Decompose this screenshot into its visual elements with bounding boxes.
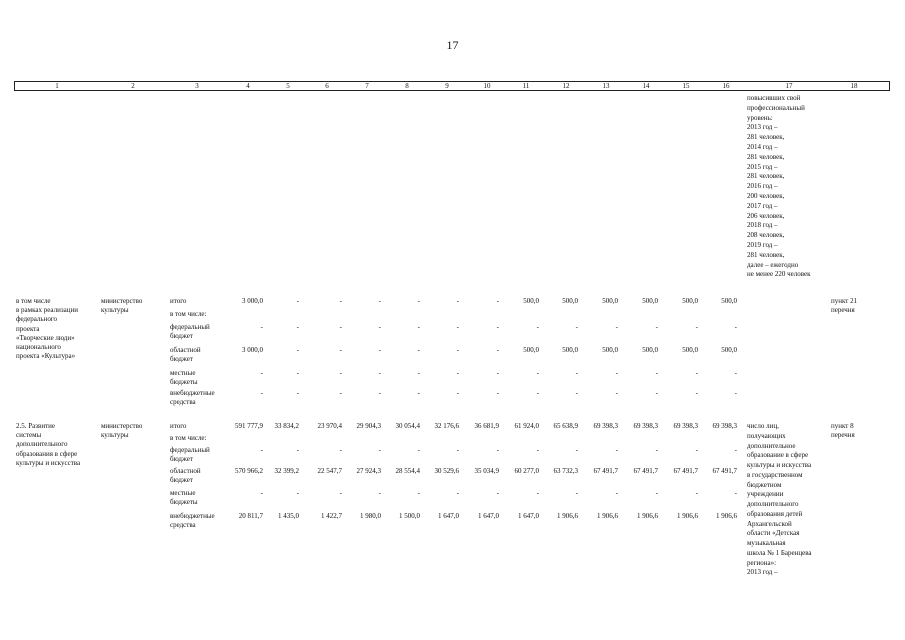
table-cell: 1 435,0 — [278, 512, 299, 520]
header-col-1: 1 — [55, 82, 59, 90]
table-cell: - — [734, 489, 737, 497]
table-cell: - — [378, 346, 381, 354]
table-cell: - — [417, 369, 420, 377]
table-cell: 67 491,7 — [633, 467, 658, 475]
table-cell: 69 398,3 — [712, 422, 737, 430]
indicator-line: учреждении — [747, 490, 784, 499]
indicator-line: 2018 год – — [747, 221, 778, 230]
table-cell: - — [734, 369, 737, 377]
header-col-5: 5 — [286, 82, 290, 90]
reference-line: перечня — [831, 431, 855, 440]
program-name-line: в рамках реализации — [16, 306, 78, 315]
table-cell: - — [417, 346, 420, 354]
indicator-line: 206 человек, — [747, 211, 785, 220]
funding-source-label: в том числе: — [170, 310, 207, 318]
table-cell: - — [456, 446, 459, 454]
table-cell: - — [456, 297, 459, 305]
program-name-line: культуры и искусства — [16, 458, 81, 467]
table-cell: - — [496, 489, 499, 497]
funding-source-label: областной — [170, 346, 201, 354]
table-cell: - — [496, 297, 499, 305]
table-cell: - — [695, 389, 698, 397]
header-col-11: 11 — [522, 82, 530, 90]
table-cell: 1 906,6 — [597, 512, 618, 520]
table-cell: - — [378, 446, 381, 454]
table-cell: 69 398,3 — [673, 422, 698, 430]
header-col-13: 13 — [602, 82, 610, 90]
indicator-line: бюджетном — [747, 480, 782, 489]
funding-source-label: внебюджетные — [170, 389, 215, 397]
indicator-line: далее – ежегодно — [747, 260, 799, 269]
header-col-4: 4 — [246, 82, 250, 90]
funding-source-label: бюджет — [170, 476, 193, 484]
table-cell: - — [378, 297, 381, 305]
table-cell: 67 491,7 — [712, 467, 737, 475]
funding-source-label: внебюджетные — [170, 512, 215, 520]
indicator-line: 281 человек, — [747, 133, 785, 142]
funding-source-label: областной — [170, 467, 201, 475]
table-cell: 500,0 — [562, 346, 578, 354]
header-col-17: 17 — [785, 82, 793, 90]
table-cell: - — [695, 489, 698, 497]
table-cell: 29 904,3 — [356, 422, 381, 430]
table-cell: - — [260, 489, 263, 497]
table-cell: - — [260, 323, 263, 331]
table-cell: 61 924,0 — [514, 422, 539, 430]
table-cell: 570 966,2 — [235, 467, 263, 475]
header-col-6: 6 — [325, 82, 329, 90]
funding-source-label: в том числе: — [170, 434, 207, 442]
program-name-line: проекта «Культура» — [16, 352, 76, 361]
table-cell: 22 547,7 — [317, 467, 342, 475]
table-cell: 1 422,7 — [321, 512, 342, 520]
indicator-line: 281 человек, — [747, 172, 785, 181]
table-cell: - — [615, 369, 618, 377]
reference-line: пункт 8 — [831, 422, 854, 430]
funding-source-label: бюджеты — [170, 498, 198, 506]
table-header-row — [14, 81, 890, 91]
reference-line: перечня — [831, 306, 855, 315]
table-cell: 67 491,7 — [593, 467, 618, 475]
header-col-2: 2 — [131, 82, 135, 90]
table-cell: 23 970,4 — [317, 422, 342, 430]
indicator-line: образования детей — [747, 509, 803, 518]
table-cell: - — [496, 369, 499, 377]
funding-source-label: федеральный — [170, 323, 210, 331]
indicator-line: получающих — [747, 431, 786, 440]
table-cell: - — [496, 346, 499, 354]
indicator-line: 281 человек, — [747, 250, 785, 259]
table-cell: 35 034,9 — [474, 467, 499, 475]
funding-source-label: итого — [170, 297, 187, 305]
table-cell: - — [417, 323, 420, 331]
table-cell: - — [456, 323, 459, 331]
table-cell: - — [655, 369, 658, 377]
table-cell: - — [296, 297, 299, 305]
table-cell: 30 529,6 — [434, 467, 459, 475]
program-name-line: проекта — [16, 324, 40, 333]
indicator-line: в государственном — [747, 470, 803, 479]
indicator-line: 2016 год – — [747, 182, 778, 191]
program-name-line: «Творческие люди» — [16, 333, 75, 342]
table-cell: 591 777,9 — [235, 422, 263, 430]
funding-source-label: федеральный — [170, 446, 210, 454]
indicator-line: уровень: — [747, 113, 773, 122]
table-cell: 67 491,7 — [673, 467, 698, 475]
indicator-line: региона»: — [747, 558, 777, 567]
indicator-line: 200 человек, — [747, 192, 785, 200]
table-cell: 63 732,3 — [553, 467, 578, 475]
funding-source-label: средства — [170, 521, 196, 529]
table-cell: 500,0 — [562, 297, 578, 305]
indicator-line: Архангельской — [747, 519, 792, 528]
table-cell: - — [339, 369, 342, 377]
table-cell: 20 811,7 — [238, 512, 263, 520]
table-cell: 1 647,0 — [438, 512, 459, 520]
table-cell: 500,0 — [602, 297, 618, 305]
program-name-line: федерального — [16, 315, 58, 324]
header-col-16: 16 — [722, 82, 730, 90]
executor-line: министерство — [101, 422, 143, 430]
indicator-line: образование в сфере — [747, 451, 809, 460]
table-cell: 500,0 — [642, 297, 658, 305]
funding-source-label: средства — [170, 398, 196, 406]
indicator-line: 2019 год – — [747, 241, 778, 249]
table-cell: 1 906,6 — [637, 512, 658, 520]
funding-source-label: бюджет — [170, 355, 193, 363]
table-cell: 28 554,4 — [395, 467, 420, 475]
table-cell: - — [296, 489, 299, 497]
table-cell: 60 277,0 — [514, 467, 539, 475]
indicator-line: дополнительное — [747, 441, 796, 450]
funding-source-label: бюджеты — [170, 378, 198, 386]
indicator-line: не менее 220 человек — [747, 270, 811, 279]
indicator-line: 2013 год – — [747, 123, 778, 132]
program-name-line: в том числе — [16, 297, 51, 305]
indicator-line: 2015 год – — [747, 162, 778, 171]
indicator-line: 2013 год – — [747, 568, 778, 577]
table-cell: - — [296, 389, 299, 397]
executor-line: культуры — [101, 306, 129, 315]
table-cell: - — [417, 389, 420, 397]
table-cell: - — [260, 446, 263, 454]
indicator-line: профессиональный — [747, 103, 805, 112]
table-cell: - — [378, 323, 381, 331]
table-cell: - — [496, 323, 499, 331]
table-cell: - — [339, 389, 342, 397]
funding-source-label: итого — [170, 422, 187, 430]
table-cell: - — [655, 489, 658, 497]
table-cell: - — [734, 389, 737, 397]
header-col-18: 18 — [850, 82, 858, 90]
table-cell: - — [296, 369, 299, 377]
table-cell: - — [536, 446, 539, 454]
table-cell: 69 398,3 — [593, 422, 618, 430]
page-number: 17 — [446, 38, 459, 52]
table-cell: 1 906,6 — [716, 512, 737, 520]
table-cell: 500,0 — [642, 346, 658, 354]
table-cell: - — [456, 369, 459, 377]
table-cell: - — [655, 389, 658, 397]
header-col-15: 15 — [682, 82, 690, 90]
table-cell: 32 399,2 — [274, 467, 299, 475]
indicator-line: 2014 год – — [747, 143, 778, 151]
table-cell: - — [296, 323, 299, 331]
table-cell: - — [378, 389, 381, 397]
table-cell: - — [615, 389, 618, 397]
program-name-line: национального — [16, 343, 61, 351]
indicator-line: школа № 1 Баренцева — [747, 548, 812, 557]
table-cell: - — [339, 489, 342, 497]
table-cell: - — [655, 323, 658, 331]
program-name-line: дополнительного — [16, 440, 68, 449]
funding-source-label: местные — [170, 489, 196, 497]
header-col-14: 14 — [642, 82, 650, 90]
table-cell: 1 906,6 — [677, 512, 698, 520]
table-cell: - — [536, 323, 539, 331]
header-col-9: 9 — [445, 82, 449, 90]
indicator-line: повысивших свой — [747, 94, 801, 102]
table-cell: - — [615, 446, 618, 454]
table-cell: 30 054,4 — [395, 422, 420, 430]
program-name-line: 2.5. Развитие — [16, 422, 55, 430]
table-cell: 500,0 — [682, 346, 698, 354]
header-col-8: 8 — [405, 82, 409, 90]
indicator-line: дополнительного — [747, 500, 799, 508]
table-cell: 1 647,0 — [478, 512, 499, 520]
table-cell: 65 638,9 — [553, 422, 578, 430]
indicator-line: музыкальная — [747, 539, 786, 547]
table-cell: - — [417, 446, 420, 454]
table-cell: - — [339, 446, 342, 454]
executor-line: министерство — [101, 297, 143, 305]
table-cell: - — [575, 446, 578, 454]
table-cell: - — [417, 489, 420, 497]
table-cell: 27 924,3 — [356, 467, 381, 475]
table-cell: 33 834,2 — [274, 422, 299, 430]
indicator-line: 2017 год – — [747, 201, 778, 210]
table-cell: 1 500,0 — [399, 512, 420, 520]
table-cell: 1 647,0 — [518, 512, 539, 520]
table-cell: - — [536, 389, 539, 397]
table-cell: 1 980,0 — [360, 512, 381, 520]
indicator-line: культуры и искусства — [747, 461, 812, 469]
table-cell: - — [417, 297, 420, 305]
table-cell: 500,0 — [523, 346, 539, 354]
header-col-3: 3 — [195, 82, 199, 90]
table-cell: - — [378, 369, 381, 377]
indicator-line: 281 человек, — [747, 152, 785, 161]
program-name-line: системы — [16, 431, 42, 440]
table-cell: - — [695, 369, 698, 377]
table-cell: - — [575, 369, 578, 377]
program-name-line: образования в сфере — [16, 449, 78, 458]
table-cell: - — [615, 489, 618, 497]
table-cell: - — [339, 346, 342, 354]
header-col-10: 10 — [483, 82, 491, 90]
indicator-line: 208 человек, — [747, 231, 785, 240]
table-cell: - — [456, 489, 459, 497]
table-cell: - — [615, 323, 618, 331]
table-cell: 500,0 — [682, 297, 698, 305]
table-cell: 500,0 — [721, 297, 737, 305]
indicator-line: области «Детская — [747, 529, 800, 538]
table-cell: 3 000,0 — [242, 346, 263, 354]
table-cell: - — [456, 389, 459, 397]
reference-line: пункт 21 — [831, 297, 858, 305]
funding-source-label: местные — [170, 369, 196, 377]
executor-line: культуры — [101, 431, 129, 440]
table-cell: 3 000,0 — [242, 297, 263, 305]
table-cell: - — [734, 323, 737, 331]
table-cell: - — [296, 346, 299, 354]
header-col-12: 12 — [562, 82, 570, 90]
table-cell: - — [655, 446, 658, 454]
table-cell: - — [260, 389, 263, 397]
table-cell: 36 681,9 — [474, 422, 499, 430]
table-cell: - — [496, 389, 499, 397]
table-cell: - — [378, 489, 381, 497]
table-cell: 500,0 — [602, 346, 618, 354]
table-cell: 32 176,6 — [434, 422, 459, 430]
table-cell: - — [575, 323, 578, 331]
table-cell: - — [536, 489, 539, 497]
table-cell: 69 398,3 — [633, 422, 658, 430]
table-cell: - — [695, 446, 698, 454]
table-cell: 500,0 — [721, 346, 737, 354]
indicator-line: число лиц, — [747, 422, 779, 430]
table-cell: - — [695, 323, 698, 331]
table-cell: - — [456, 346, 459, 354]
table-cell: - — [536, 369, 539, 377]
funding-source-label: бюджет — [170, 455, 193, 463]
header-col-7: 7 — [365, 82, 369, 90]
table-cell: - — [496, 446, 499, 454]
table-cell: 1 906,6 — [557, 512, 578, 520]
table-cell: - — [575, 389, 578, 397]
table-cell: - — [734, 446, 737, 454]
table-cell: - — [339, 297, 342, 305]
table-cell: - — [296, 446, 299, 454]
table-cell: - — [260, 369, 263, 377]
funding-source-label: бюджет — [170, 332, 193, 340]
table-cell: 500,0 — [523, 297, 539, 305]
table-cell: - — [575, 489, 578, 497]
table-cell: - — [339, 323, 342, 331]
